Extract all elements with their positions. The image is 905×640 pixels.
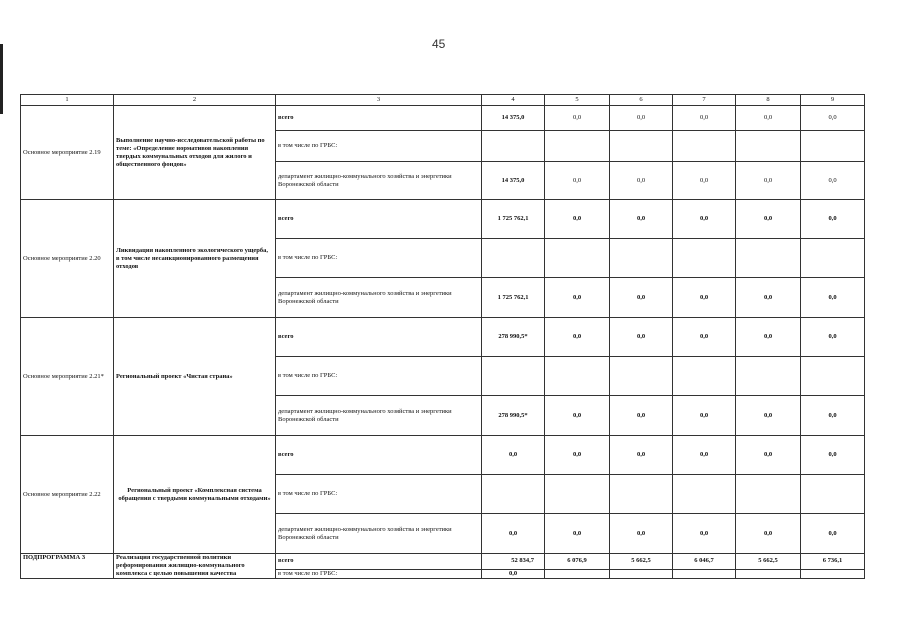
activity-cell: Основное мероприятие 2.21*	[21, 318, 114, 436]
value-cell: 0,0	[673, 396, 736, 436]
value-cell: 0,0	[610, 436, 673, 475]
value-cell	[736, 357, 801, 396]
value-cell	[545, 357, 610, 396]
subprogram-title-cell: Реализация государственной политики реформирования жилищно-коммунального комплекса с целью повышения качества	[114, 554, 276, 579]
row-label-cell: всего	[276, 318, 482, 357]
value-cell: 0,0	[482, 569, 545, 578]
value-cell: 0,0	[673, 162, 736, 200]
value-cell: 5 662,5	[610, 554, 673, 570]
value-cell	[736, 131, 801, 162]
value-cell: 0,0	[736, 436, 801, 475]
page-number: 45	[432, 37, 446, 51]
table-row	[21, 436, 865, 475]
value-cell	[801, 239, 865, 278]
value-cell: 0,0	[545, 106, 610, 131]
column-header: 2	[114, 95, 276, 106]
value-cell: 0,0	[736, 162, 801, 200]
subprogram-cell: ПОДПРОГРАММА 3	[21, 554, 114, 579]
value-cell	[610, 475, 673, 514]
value-cell	[673, 131, 736, 162]
value-cell: 278 990,5*	[482, 396, 545, 436]
column-header: 8	[736, 95, 801, 106]
activity-title-cell: Региональный проект «Чистая страна»	[114, 318, 276, 436]
value-cell: 278 990,5*	[482, 318, 545, 357]
row-label-cell: департамент жилищно-коммунального хозяйства и энергетики Воронежской области	[276, 396, 482, 436]
value-cell: 0,0	[610, 514, 673, 554]
value-cell: 0,0	[482, 436, 545, 475]
value-cell: 6 736,1	[801, 554, 865, 570]
row-label-cell: в том числе по ГРБС:	[276, 475, 482, 514]
value-cell: 0,0	[801, 278, 865, 318]
value-cell: 0,0	[545, 200, 610, 239]
value-cell: 0,0	[610, 396, 673, 436]
activity-cell: Основное мероприятие 2.22	[21, 436, 114, 554]
value-cell	[610, 239, 673, 278]
row-label-cell: департамент жилищно-коммунального хозяйства и энергетики Воронежской области	[276, 514, 482, 554]
value-cell: 14 375,0	[482, 106, 545, 131]
value-cell: 0,0	[673, 278, 736, 318]
value-cell	[736, 569, 801, 578]
value-cell: 0,0	[610, 200, 673, 239]
value-cell	[545, 475, 610, 514]
value-cell: 0,0	[801, 106, 865, 131]
row-label-cell: всего	[276, 436, 482, 475]
row-label-cell: департамент жилищно-коммунального хозяйства и энергетики Воронежской области	[276, 162, 482, 200]
table-row	[21, 106, 865, 131]
value-cell: 1 725 762,1	[482, 200, 545, 239]
column-header: 5	[545, 95, 610, 106]
value-cell: 0,0	[482, 514, 545, 554]
value-cell	[673, 569, 736, 578]
value-cell: 0,0	[545, 162, 610, 200]
value-cell: 0,0	[673, 514, 736, 554]
value-cell: 0,0	[610, 318, 673, 357]
value-cell	[673, 475, 736, 514]
value-cell: 0,0	[673, 106, 736, 131]
value-cell	[610, 569, 673, 578]
value-cell	[482, 239, 545, 278]
value-cell	[801, 569, 865, 578]
value-cell: 52 834,7	[482, 554, 545, 570]
value-cell	[801, 475, 865, 514]
value-cell: 0,0	[736, 106, 801, 131]
column-header: 4	[482, 95, 545, 106]
value-cell: 0,0	[673, 436, 736, 475]
activity-title-cell: Региональный проект «Комплексная система обращения с твердыми коммунальными отходами»	[114, 436, 276, 554]
value-cell	[736, 475, 801, 514]
binding-margin-bar	[0, 44, 3, 114]
table-row	[21, 318, 865, 357]
value-cell	[610, 357, 673, 396]
activity-title-cell: Выполнение научно-исследовательской работы по теме: «Определение нормативов накопления твердых коммунальных отходов для жилого и общественного фондов»	[114, 106, 276, 200]
value-cell: 5 662,5	[736, 554, 801, 570]
activity-cell: Основное мероприятие 2.19	[21, 106, 114, 200]
value-cell: 0,0	[610, 162, 673, 200]
value-cell	[801, 357, 865, 396]
value-cell: 0,0	[610, 278, 673, 318]
budget-table	[20, 94, 865, 579]
column-header: 6	[610, 95, 673, 106]
value-cell	[545, 569, 610, 578]
value-cell	[801, 131, 865, 162]
row-label-cell: в том числе по ГРБС:	[276, 239, 482, 278]
value-cell: 0,0	[545, 318, 610, 357]
value-cell	[482, 475, 545, 514]
column-header-row	[21, 95, 865, 106]
value-cell: 0,0	[801, 318, 865, 357]
row-label-cell: в том числе по ГРБС:	[276, 131, 482, 162]
value-cell	[545, 239, 610, 278]
value-cell: 0,0	[673, 318, 736, 357]
activity-cell: Основное мероприятие 2.20	[21, 200, 114, 318]
value-cell: 0,0	[801, 514, 865, 554]
value-cell: 0,0	[801, 162, 865, 200]
column-header: 1	[21, 95, 114, 106]
value-cell: 0,0	[801, 436, 865, 475]
value-cell: 0,0	[545, 436, 610, 475]
value-cell: 0,0	[610, 106, 673, 131]
value-cell: 14 375,0	[482, 162, 545, 200]
value-cell	[482, 357, 545, 396]
row-label-cell: департамент жилищно-коммунального хозяйства и энергетики Воронежской области	[276, 278, 482, 318]
value-cell: 0,0	[736, 514, 801, 554]
column-header: 7	[673, 95, 736, 106]
value-cell: 0,0	[736, 200, 801, 239]
value-cell: 6 076,9	[545, 554, 610, 570]
value-cell: 0,0	[545, 396, 610, 436]
row-label-cell: в том числе по ГРБС:	[276, 357, 482, 396]
value-cell	[545, 131, 610, 162]
value-cell	[736, 239, 801, 278]
value-cell	[482, 131, 545, 162]
column-header: 3	[276, 95, 482, 106]
column-header: 9	[801, 95, 865, 106]
table-row	[21, 200, 865, 239]
value-cell: 0,0	[545, 278, 610, 318]
value-cell: 0,0	[545, 514, 610, 554]
row-label-cell: всего	[276, 106, 482, 131]
value-cell	[673, 239, 736, 278]
activity-title-cell: Ликвидация накопленного экологического ущерба, в том числе несанкционированного размещения отходов	[114, 200, 276, 318]
row-label-cell: всего	[276, 554, 482, 570]
value-cell: 0,0	[736, 278, 801, 318]
value-cell: 0,0	[736, 318, 801, 357]
table-row	[21, 554, 865, 570]
row-label-cell: в том числе по ГРБС:	[276, 569, 482, 578]
value-cell	[610, 131, 673, 162]
value-cell: 6 046,7	[673, 554, 736, 570]
value-cell: 0,0	[801, 396, 865, 436]
value-cell	[673, 357, 736, 396]
value-cell: 0,0	[673, 200, 736, 239]
value-cell: 1 725 762,1	[482, 278, 545, 318]
value-cell: 0,0	[736, 396, 801, 436]
row-label-cell: всего	[276, 200, 482, 239]
value-cell: 0,0	[801, 200, 865, 239]
